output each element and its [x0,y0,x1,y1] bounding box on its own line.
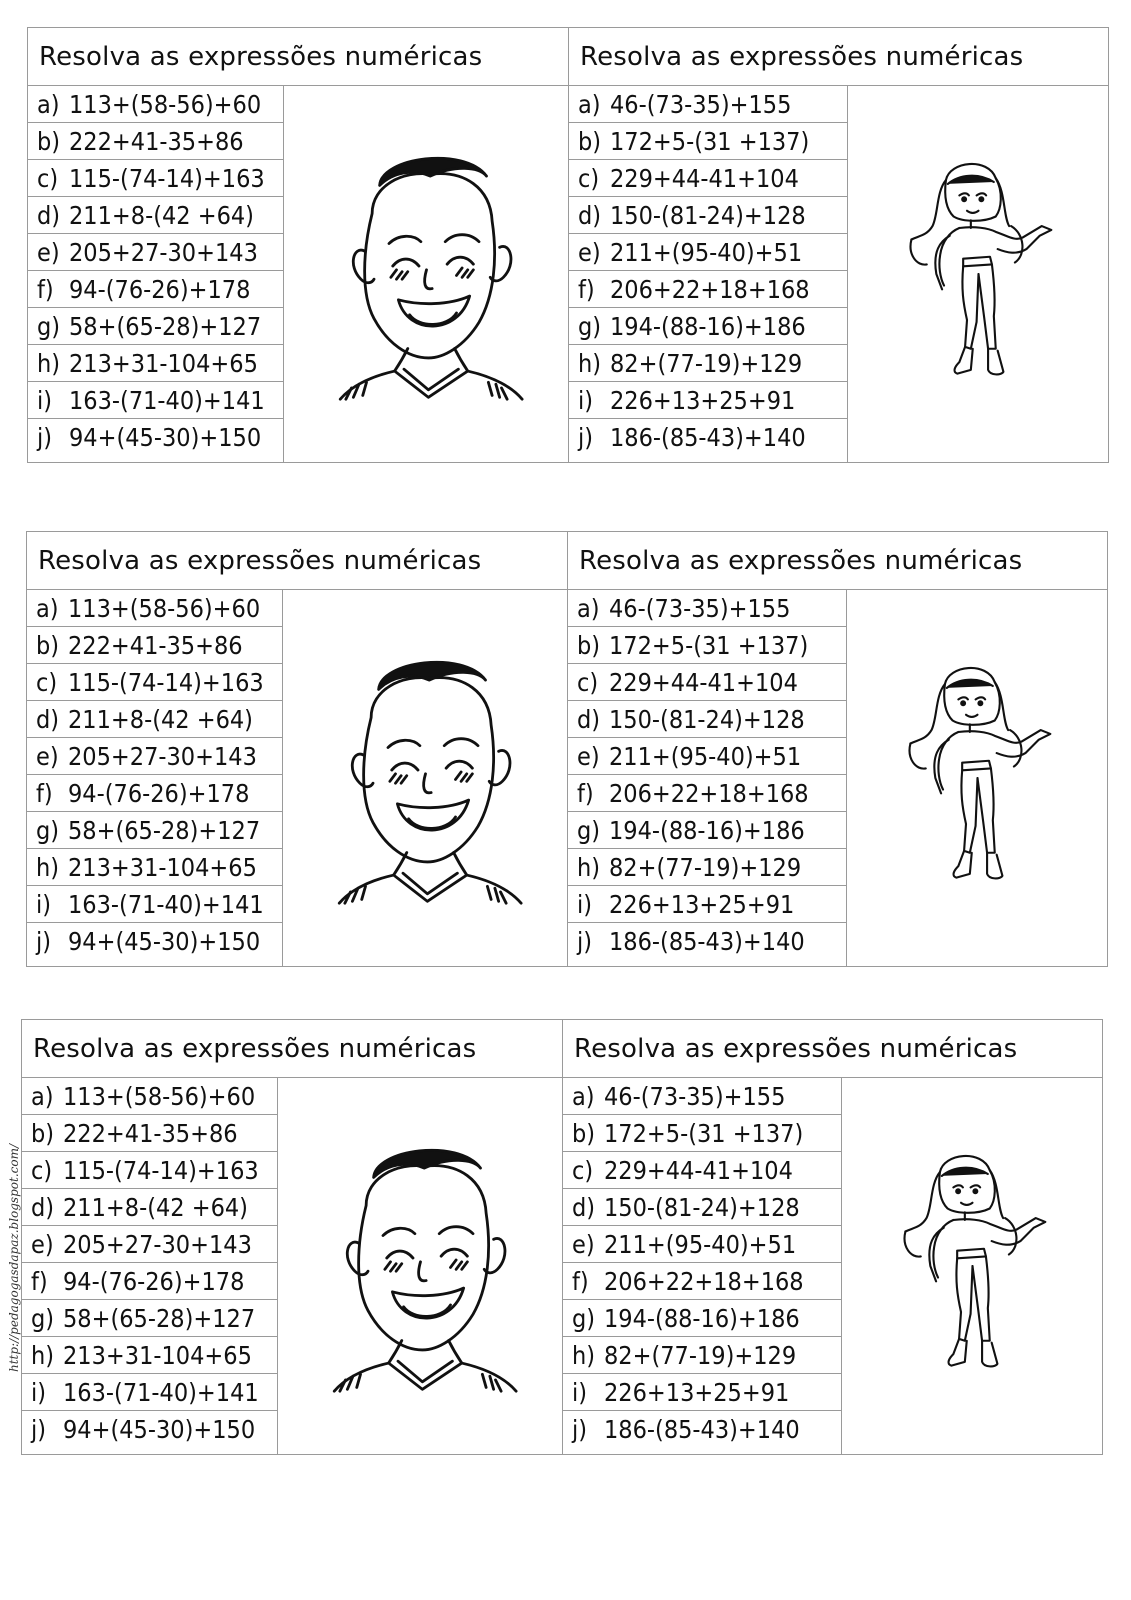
item-letter: b) [578,126,602,156]
expression-row [27,590,282,627]
item-letter: i) [572,1377,588,1407]
item-letter: d) [572,1192,596,1222]
worksheet-block-2 [26,531,1108,967]
section-title: Resolva as expressões numéricas [28,28,568,86]
item-expression: 211+8-(42 +64) [68,704,253,734]
smiling-boy-illustration [284,86,568,462]
item-letter: i) [578,385,594,415]
item-letter: a) [36,593,59,623]
item-letter: e) [36,741,59,771]
item-expression: 213+31-104+65 [68,852,257,882]
expression-row [28,271,283,308]
expression-row [569,419,847,456]
expression-list [27,590,283,966]
expression-row [563,1226,841,1263]
expression-row [569,382,847,419]
item-expression: 226+13+25+91 [604,1377,790,1407]
item-expression: 94-(76-26)+178 [63,1266,245,1296]
item-expression: 211+8-(42 +64) [63,1192,248,1222]
expression-row [27,701,282,738]
right-worksheet-section [568,28,1108,462]
expression-row [27,812,282,849]
item-letter: h) [578,348,602,378]
expression-row [568,701,846,738]
expression-row [563,1263,841,1300]
watermark-url: http://pedagogasdapaz.blogspot.com/ [7,1143,21,1372]
item-letter: h) [36,852,60,882]
item-letter: f) [37,274,54,304]
item-expression: 211+8-(42 +64) [69,200,254,230]
item-letter: b) [577,630,601,660]
item-expression: 226+13+25+91 [609,889,795,919]
expression-row [568,738,846,775]
expression-row [28,419,283,456]
item-expression: 58+(65-28)+127 [69,311,262,341]
item-letter: i) [577,889,593,919]
item-letter: g) [578,311,602,341]
worksheet-block-1 [27,27,1109,463]
item-letter: j) [572,1415,588,1444]
expression-row [568,812,846,849]
item-letter: c) [37,163,59,193]
item-expression: 115-(74-14)+163 [69,163,265,193]
expression-row [569,271,847,308]
item-expression: 229+44-41+104 [609,667,798,697]
expression-row [27,923,282,960]
item-expression: 58+(65-28)+127 [63,1303,256,1333]
item-expression: 150-(81-24)+128 [604,1192,800,1222]
item-expression: 211+(95-40)+51 [609,741,802,771]
expression-row [28,197,283,234]
expression-row [563,1115,841,1152]
right-worksheet-section [562,1020,1102,1454]
item-expression: 82+(77-19)+129 [604,1340,797,1370]
expression-row [568,886,846,923]
item-expression: 94-(76-26)+178 [68,778,250,808]
item-letter: c) [36,667,58,697]
item-expression: 211+(95-40)+51 [604,1229,797,1259]
expression-row [28,123,283,160]
item-letter: j) [577,927,593,956]
item-expression: 163-(71-40)+141 [63,1377,259,1407]
expression-row [22,1152,277,1189]
item-letter: d) [36,704,60,734]
item-expression: 186-(85-43)+140 [604,1415,800,1444]
item-expression: 172+5-(31 +137) [604,1118,804,1148]
item-letter: f) [36,778,53,808]
item-expression: 46-(73-35)+155 [604,1081,786,1111]
item-expression: 211+(95-40)+51 [610,237,803,267]
item-letter: f) [572,1266,589,1296]
item-letter: g) [572,1303,596,1333]
expression-row [563,1078,841,1115]
item-letter: j) [578,423,594,452]
section-title: Resolva as expressões numéricas [563,1020,1102,1078]
expression-row [27,775,282,812]
item-expression: 46-(73-35)+155 [609,593,791,623]
worksheet-block-3 [21,1019,1103,1455]
expression-row [22,1411,277,1448]
item-expression: 222+41-35+86 [63,1118,238,1148]
item-expression: 115-(74-14)+163 [68,667,264,697]
expression-row [28,345,283,382]
expression-list [22,1078,278,1454]
expression-row [22,1115,277,1152]
expression-row [27,849,282,886]
expression-row [568,849,846,886]
girl-with-backpack-illustration [847,590,1107,966]
expression-list [28,86,284,462]
expression-row [28,86,283,123]
item-expression: 94+(45-30)+150 [63,1415,256,1444]
item-expression: 82+(77-19)+129 [609,852,802,882]
girl-with-backpack-illustration [842,1078,1102,1454]
expression-row [28,382,283,419]
item-letter: i) [37,385,53,415]
section-title: Resolva as expressões numéricas [568,532,1107,590]
item-expression: 205+27-30+143 [69,237,258,267]
item-letter: e) [577,741,600,771]
item-expression: 229+44-41+104 [610,163,799,193]
smiling-boy-illustration [283,590,567,966]
item-expression: 226+13+25+91 [610,385,796,415]
expression-row [569,160,847,197]
item-expression: 205+27-30+143 [63,1229,252,1259]
expression-row [569,197,847,234]
expression-row [22,1300,277,1337]
item-letter: d) [37,200,61,230]
expression-row [569,308,847,345]
item-letter: a) [37,89,60,119]
item-expression: 172+5-(31 +137) [609,630,809,660]
item-letter: f) [578,274,595,304]
item-letter: h) [37,348,61,378]
item-expression: 163-(71-40)+141 [69,385,265,415]
item-letter: g) [577,815,601,845]
item-letter: j) [31,1415,47,1444]
expression-row [22,1226,277,1263]
item-letter: j) [36,927,52,956]
expression-row [563,1337,841,1374]
expression-row [568,775,846,812]
item-expression: 222+41-35+86 [68,630,243,660]
expression-row [22,1374,277,1411]
expression-list [563,1078,842,1454]
expression-row [27,738,282,775]
item-letter: e) [37,237,60,267]
item-expression: 186-(85-43)+140 [609,927,805,956]
item-letter: b) [37,126,61,156]
item-letter: i) [31,1377,47,1407]
item-expression: 150-(81-24)+128 [610,200,806,230]
expression-row [22,1263,277,1300]
expression-row [568,664,846,701]
expression-row [569,123,847,160]
expression-row [568,923,846,960]
item-expression: 186-(85-43)+140 [610,423,806,452]
expression-row [568,627,846,664]
item-letter: a) [577,593,600,623]
item-letter: j) [37,423,53,452]
expression-row [569,86,847,123]
expression-row [569,234,847,271]
item-letter: e) [31,1229,54,1259]
item-letter: f) [577,778,594,808]
item-expression: 206+22+18+168 [610,274,810,304]
expression-row [563,1300,841,1337]
item-letter: g) [31,1303,55,1333]
item-expression: 194-(88-16)+186 [609,815,805,845]
item-letter: h) [572,1340,596,1370]
left-worksheet-section [22,1020,562,1454]
item-letter: h) [31,1340,55,1370]
item-expression: 46-(73-35)+155 [610,89,792,119]
item-letter: b) [36,630,60,660]
item-letter: g) [37,311,61,341]
item-expression: 222+41-35+86 [69,126,244,156]
item-expression: 115-(74-14)+163 [63,1155,259,1185]
expression-row [28,160,283,197]
item-expression: 150-(81-24)+128 [609,704,805,734]
item-letter: e) [578,237,601,267]
expression-row [563,1152,841,1189]
item-letter: b) [572,1118,596,1148]
item-letter: c) [578,163,600,193]
left-worksheet-section [28,28,568,462]
section-title: Resolva as expressões numéricas [27,532,567,590]
item-letter: c) [572,1155,594,1185]
expression-row [27,886,282,923]
item-letter: g) [36,815,60,845]
expression-row [27,627,282,664]
section-title: Resolva as expressões numéricas [569,28,1108,86]
expression-row [568,590,846,627]
item-expression: 113+(58-56)+60 [68,593,261,623]
expression-list [568,590,847,966]
item-expression: 163-(71-40)+141 [68,889,264,919]
item-expression: 206+22+18+168 [604,1266,804,1296]
smiling-boy-illustration [278,1078,562,1454]
left-worksheet-section [27,532,567,966]
item-expression: 194-(88-16)+186 [604,1303,800,1333]
expression-row [569,345,847,382]
expression-list [569,86,848,462]
expression-row [27,664,282,701]
expression-row [563,1411,841,1448]
item-expression: 213+31-104+65 [63,1340,252,1370]
section-title: Resolva as expressões numéricas [22,1020,562,1078]
expression-row [22,1078,277,1115]
item-letter: d) [31,1192,55,1222]
item-letter: c) [577,667,599,697]
item-letter: f) [31,1266,48,1296]
expression-row [28,234,283,271]
item-letter: b) [31,1118,55,1148]
item-letter: d) [578,200,602,230]
expression-row [563,1374,841,1411]
item-expression: 94+(45-30)+150 [68,927,261,956]
right-worksheet-section [567,532,1107,966]
item-expression: 172+5-(31 +137) [610,126,810,156]
expression-row [563,1189,841,1226]
item-letter: a) [31,1081,54,1111]
item-letter: h) [577,852,601,882]
item-letter: i) [36,889,52,919]
expression-row [28,308,283,345]
girl-with-backpack-illustration [848,86,1108,462]
expression-row [22,1337,277,1374]
item-expression: 113+(58-56)+60 [69,89,262,119]
item-expression: 82+(77-19)+129 [610,348,803,378]
item-expression: 94+(45-30)+150 [69,423,262,452]
item-letter: a) [578,89,601,119]
item-letter: d) [577,704,601,734]
item-expression: 194-(88-16)+186 [610,311,806,341]
item-expression: 229+44-41+104 [604,1155,793,1185]
item-expression: 206+22+18+168 [609,778,809,808]
item-letter: c) [31,1155,53,1185]
item-expression: 94-(76-26)+178 [69,274,251,304]
item-expression: 113+(58-56)+60 [63,1081,256,1111]
item-expression: 213+31-104+65 [69,348,258,378]
item-letter: e) [572,1229,595,1259]
expression-row [22,1189,277,1226]
item-expression: 205+27-30+143 [68,741,257,771]
item-expression: 58+(65-28)+127 [68,815,261,845]
item-letter: a) [572,1081,595,1111]
